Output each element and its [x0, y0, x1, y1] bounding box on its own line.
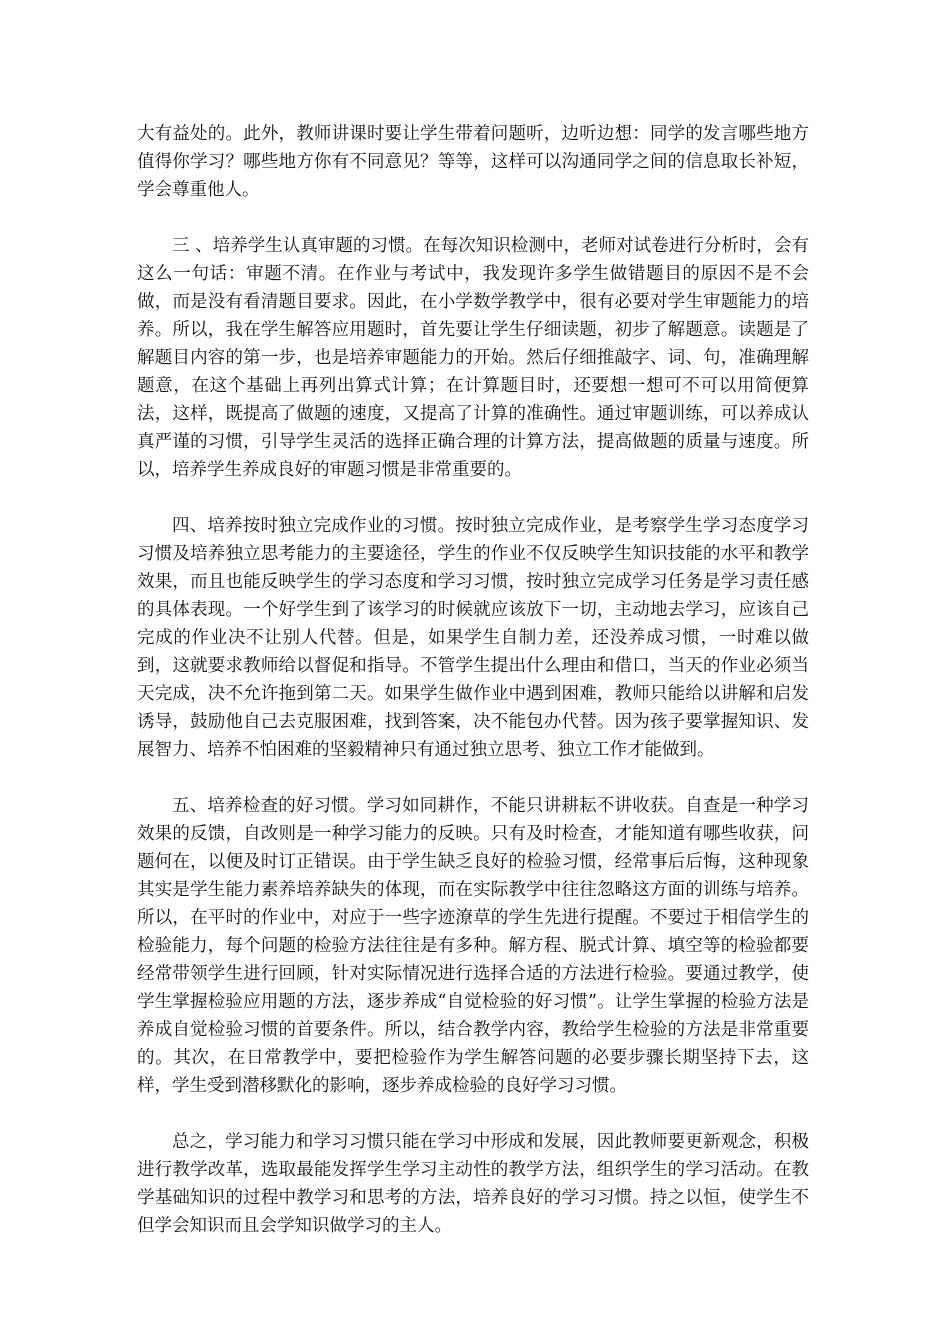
paragraph-section-three: 三 、培养学生认真审题的习惯。在每次知识检测中，老师对试卷进行分析时，会有这么一句话：审题不清。在作业与考试中，我发现许多学生做错题目的原因不是不会做，而是没有看清题目要求。因此，在小学数学教学中，很有必要对学生审题能力的培养。所以，我在学生解答应用题时，首先要让学生仔细读题，初步了解题意。读题是了解题目内容的第一步，也是培养审题能力的开始。然后仔细推敲字、词、句，准确理解题意，在这个基础上再列出算式计算；在计算题目时，还要想一想可不可以用简便算法，这样，既提高了做题的速度，又提高了计算的准确性。通过审题训练，可以养成认真严谨的习惯，引导学生灵活的选择正确合理的计算方法，提高做题的质量与速度。所以，培养学生养成良好的审题习惯是非常重要的。 [137, 236, 809, 480]
paragraph-continuation: 大有益处的。此外，教师讲课时要让学生带着问题听，边听边想：同学的发言哪些地方值得你学习？哪些地方你有不同意见？等等，这样可以沟通同学之间的信息取长补短，学会尊重他人。 [137, 124, 809, 200]
paragraph-conclusion: 总之，学习能力和学习习惯只能在学习中形成和发展，因此教师要更新观念，积极进行教学改革，选取最能发挥学生学习主动性的教学方法，组织学生的学习活动。在教学基础知识的过程中教学习和思考的方法，培养良好的学习习惯。持之以恒，使学生不但学会知识而且会学知识做学习的主人。 [137, 1132, 809, 1236]
paragraph-section-four: 四、培养按时独立完成作业的习惯。按时独立完成作业，是考察学生学习态度学习习惯及培养独立思考能力的主要途径，学生的作业不仅反映学生知识技能的水平和教学效果，而且也能反映学生的学习态度和学习习惯，按时独立完成学习任务是学习责任感的具体表现。一个好学生到了该学习的时候就应该放下一切，主动地去学习，应该自己完成的作业决不让别人代替。但是，如果学生自制力差，还没养成习惯，一时难以做到，这就要求教师给以督促和指导。不管学生提出什么理由和借口，当天的作业必须当天完成，决不允许拖到第二天。如果学生做作业中遇到困难，教师只能给以讲解和启发诱导，鼓励他自己去克服困难，找到答案，决不能包办代替。因为孩子要掌握知识、发展智力、培养不怕困难的坚毅精神只有通过独立思考、独立工作才能做到。 [137, 516, 809, 760]
document-body [137, 120, 809, 1268]
paragraph-section-five: 五、培养检查的好习惯。学习如同耕作，不能只讲耕耘不讲收获。自查是一种学习效果的反馈，自改则是一种学习能力的反映。只有及时检查，才能知道有哪些收获，问题何在，以便及时订正错误。由于学生缺乏良好的检验习惯，经常事后后悔，这种现象其实是学生能力素养培养缺失的体现，而在实际教学中往往忽略这方面的训练与培养。所以，在平时的作业中，对应于一些字迹潦草的学生先进行提醒。不要过于相信学生的检验能力，每个问题的检验方法往往是有多种。解方程、脱式计算、填空等的检验都要经常带领学生进行回顾，针对实际情况进行选择合适的方法进行检验。要通过教学，使学生掌握检验应用题的方法，逐步养成“自觉检验的好习惯”。让学生掌握的检验方法是养成自觉检验习惯的首要条件。所以，结合教学内容，教给学生检验的方法是非常重要的。其次，在日常教学中，要把检验作为学生解答问题的必要步骤长期坚持下去，这样，学生受到潜移默化的影响，逐步养成检验的良好学习习惯。 [137, 796, 809, 1096]
